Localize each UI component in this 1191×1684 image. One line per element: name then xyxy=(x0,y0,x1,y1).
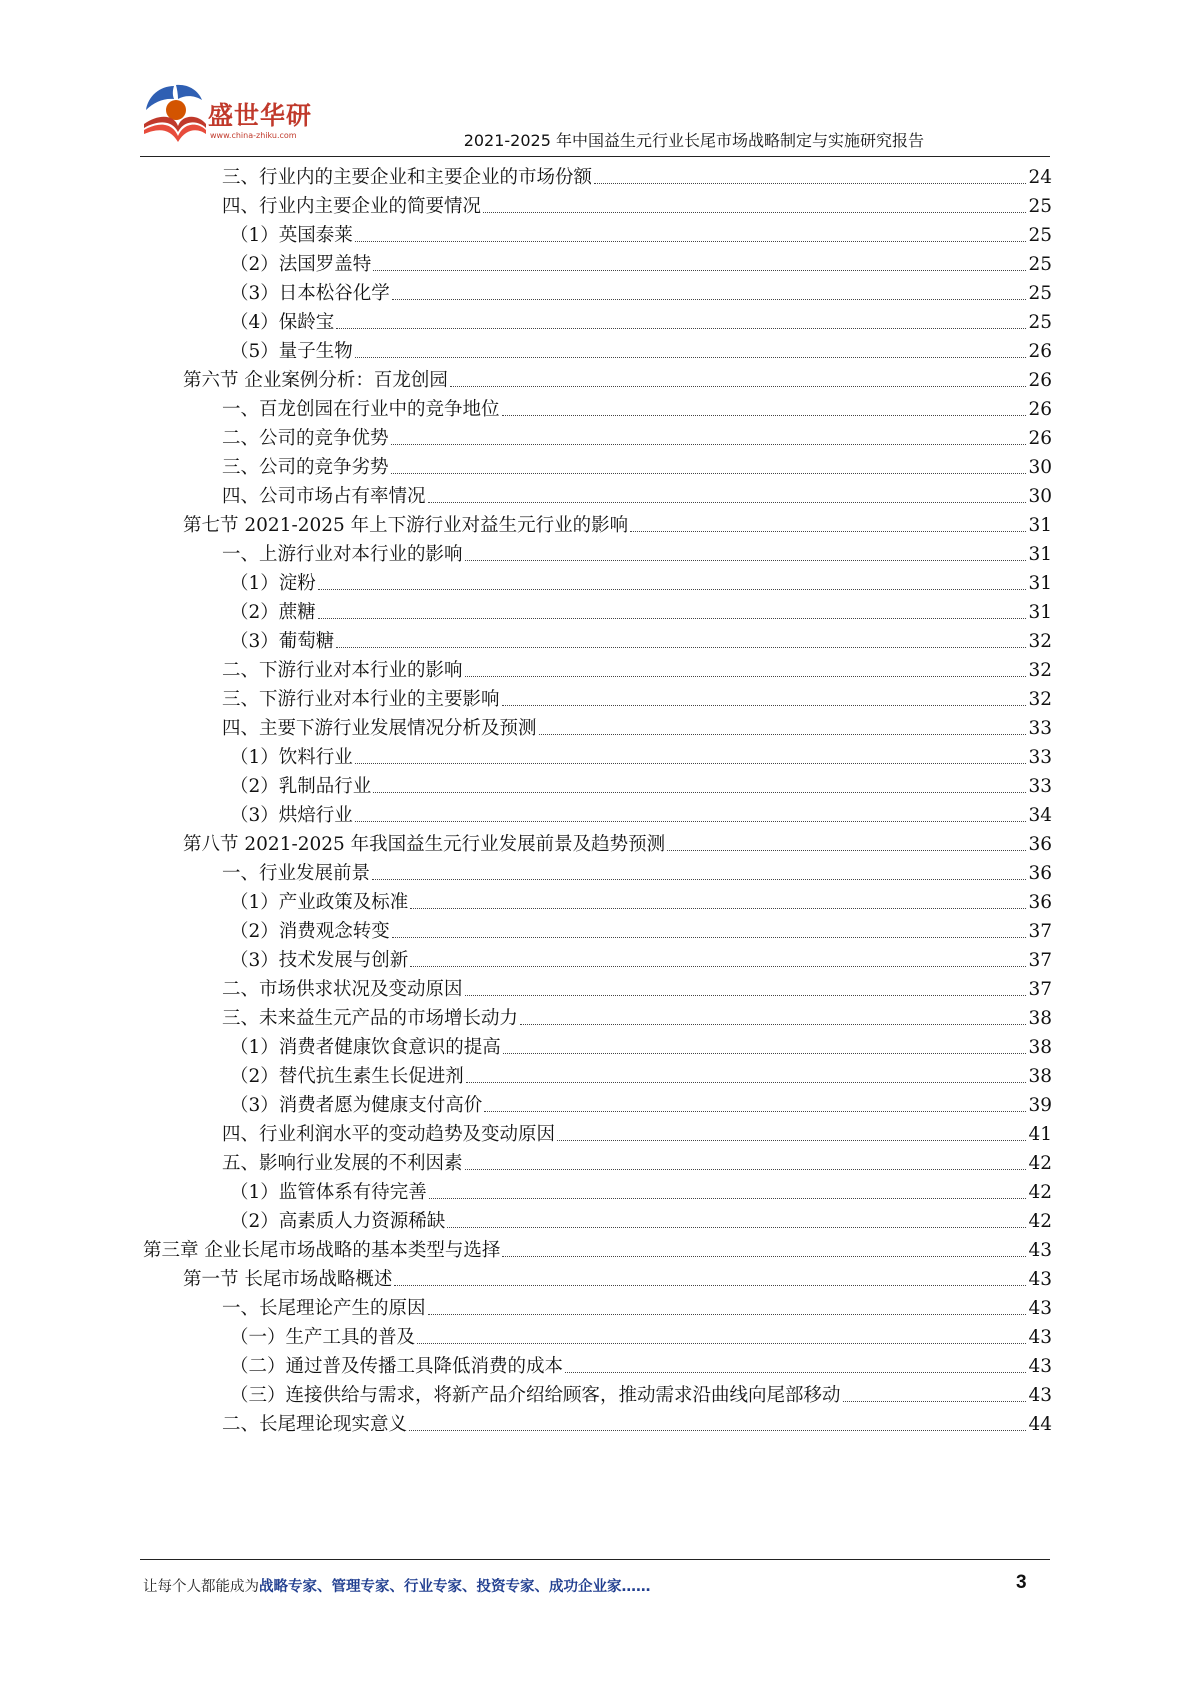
toc-entry-page: 31 xyxy=(1028,515,1052,536)
toc-entry-page: 38 xyxy=(1028,1037,1052,1058)
toc-entry-label: 第七节 2021-2025 年上下游行业对益生元行业的影响 xyxy=(183,515,629,536)
toc-entry-label: 四、主要下游行业发展情况分析及预测 xyxy=(222,718,537,739)
toc-entry-label: 一、行业发展前景 xyxy=(222,863,371,884)
toc-entry[interactable] xyxy=(183,363,1052,393)
toc-entry-label: 第三章 企业长尾市场战略的基本类型与选择 xyxy=(143,1240,501,1261)
toc-entry-label: （2）高素质人力资源稀缺 xyxy=(230,1211,446,1232)
toc-entry[interactable] xyxy=(230,1030,1052,1060)
toc-entry-page: 43 xyxy=(1028,1327,1052,1348)
toc-entry-page: 37 xyxy=(1028,950,1052,971)
toc-leader-dots xyxy=(391,444,1027,445)
toc-leader-dots xyxy=(355,821,1027,822)
toc-entry[interactable] xyxy=(230,769,1052,799)
toc-leader-dots xyxy=(336,647,1026,648)
toc-entry-label: 四、行业内主要企业的简要情况 xyxy=(222,196,482,217)
toc-leader-dots xyxy=(520,1024,1026,1025)
toc-entry-page: 43 xyxy=(1028,1298,1052,1319)
toc-entry-label: 三、行业内的主要企业和主要企业的市场份额 xyxy=(222,167,593,188)
toc-entry[interactable] xyxy=(230,334,1052,364)
toc-entry[interactable] xyxy=(230,1349,1052,1379)
toc-entry-label: 一、长尾理论产生的原因 xyxy=(222,1298,426,1319)
toc-entry[interactable] xyxy=(143,1233,1052,1263)
toc-leader-dots xyxy=(450,386,1027,387)
toc-entry-label: （2）乳制品行业 xyxy=(230,776,372,797)
toc-entry-page: 43 xyxy=(1028,1385,1052,1406)
footer-divider xyxy=(140,1559,1050,1560)
toc-entry-label: 三、未来益生元产品的市场增长动力 xyxy=(222,1008,519,1029)
toc-entry-page: 26 xyxy=(1028,399,1052,420)
toc-entry[interactable] xyxy=(230,305,1052,335)
toc-entry[interactable] xyxy=(222,1117,1052,1147)
toc-entry-label: （3）消费者愿为健康支付高价 xyxy=(230,1095,483,1116)
toc-entry-label: （3）日本松谷化学 xyxy=(230,283,390,304)
toc-entry-label: 二、长尾理论现实意义 xyxy=(222,1414,408,1435)
toc-leader-dots xyxy=(428,1314,1027,1315)
toc-entry-label: （1）监管体系有待完善 xyxy=(230,1182,427,1203)
toc-leader-dots xyxy=(336,328,1026,329)
toc-leader-dots xyxy=(391,473,1027,474)
toc-entry-label: （二）通过普及传播工具降低消费的成本 xyxy=(230,1356,564,1377)
toc-leader-dots xyxy=(394,1285,1026,1286)
toc-entry[interactable] xyxy=(230,1320,1052,1350)
toc-leader-dots xyxy=(502,415,1027,416)
toc-leader-dots xyxy=(429,1198,1027,1199)
toc-leader-dots xyxy=(447,1227,1026,1228)
toc-entry[interactable] xyxy=(222,421,1052,451)
toc-leader-dots xyxy=(410,908,1026,909)
toc-leader-dots xyxy=(465,1169,1027,1170)
toc-entry-page: 31 xyxy=(1028,602,1052,623)
toc-entry[interactable] xyxy=(222,972,1052,1002)
toc-entry[interactable] xyxy=(222,682,1052,712)
toc-entry[interactable] xyxy=(222,856,1052,886)
toc-entry[interactable] xyxy=(222,189,1052,219)
toc-leader-dots xyxy=(417,1343,1026,1344)
toc-entry[interactable] xyxy=(230,1175,1052,1205)
toc-entry[interactable] xyxy=(230,1378,1052,1408)
toc-leader-dots xyxy=(630,531,1026,532)
toc-entry-label: （1）产业政策及标准 xyxy=(230,892,409,913)
toc-entry-label: （一）生产工具的普及 xyxy=(230,1327,416,1348)
toc-entry-label: 三、公司的竞争劣势 xyxy=(222,457,389,478)
toc-entry-page: 26 xyxy=(1028,370,1052,391)
toc-leader-dots xyxy=(355,241,1027,242)
toc-entry-label: （1）淀粉 xyxy=(230,573,316,594)
toc-entry[interactable] xyxy=(222,1291,1052,1321)
page-number: 3 xyxy=(1016,1572,1027,1593)
toc-entry[interactable] xyxy=(183,1262,1052,1292)
toc-entry-page: 26 xyxy=(1028,428,1052,449)
toc-entry-label: （3）烘焙行业 xyxy=(230,805,353,826)
toc-entry[interactable] xyxy=(222,711,1052,741)
logo-url: www.china-zhiku.com xyxy=(210,131,297,140)
toc-entry-page: 36 xyxy=(1028,863,1052,884)
toc-entry-label: （3）技术发展与创新 xyxy=(230,950,409,971)
toc-leader-dots xyxy=(503,1053,1027,1054)
toc-entry-label: 第八节 2021-2025 年我国益生元行业发展前景及趋势预测 xyxy=(183,834,666,855)
toc-entry-page: 32 xyxy=(1028,631,1052,652)
toc-entry-label: （2）蔗糖 xyxy=(230,602,316,623)
toc-entry-page: 32 xyxy=(1028,660,1052,681)
toc-leader-dots xyxy=(465,676,1027,677)
toc-entry-page: 24 xyxy=(1028,167,1052,188)
toc-leader-dots xyxy=(373,270,1026,271)
toc-leader-dots xyxy=(355,763,1027,764)
toc-entry-label: （2）替代抗生素生长促进剂 xyxy=(230,1066,464,1087)
footer-slogan-highlight: 战略专家、管理专家、行业专家、投资专家、成功企业家…… xyxy=(259,1579,651,1595)
toc-entry-page: 44 xyxy=(1028,1414,1052,1435)
toc-leader-dots xyxy=(428,502,1027,503)
toc-leader-dots xyxy=(502,1256,1026,1257)
toc-leader-dots xyxy=(667,850,1026,851)
toc-entry[interactable] xyxy=(230,1204,1052,1234)
page-header xyxy=(0,0,1191,160)
toc-entry-page: 43 xyxy=(1028,1269,1052,1290)
toc-entry-page: 30 xyxy=(1028,457,1052,478)
toc-entry-page: 31 xyxy=(1028,544,1052,565)
toc-entry-page: 41 xyxy=(1028,1124,1052,1145)
toc-leader-dots xyxy=(318,589,1027,590)
toc-entry-label: 一、上游行业对本行业的影响 xyxy=(222,544,463,565)
toc-entry[interactable] xyxy=(222,160,1052,190)
toc-entry-label: （1）饮料行业 xyxy=(230,747,353,768)
toc-entry-page: 43 xyxy=(1028,1240,1052,1261)
toc-leader-dots xyxy=(392,299,1027,300)
toc-entry[interactable] xyxy=(230,624,1052,654)
toc-entry-page: 26 xyxy=(1028,341,1052,362)
toc-entry-label: （1）消费者健康饮食意识的提高 xyxy=(230,1037,501,1058)
toc-entry[interactable] xyxy=(230,276,1052,306)
toc-entry-label: 二、市场供求状况及变动原因 xyxy=(222,979,463,1000)
footer-slogan-prefix: 让每个人都能成为 xyxy=(143,1579,259,1595)
toc-entry-page: 30 xyxy=(1028,486,1052,507)
toc-leader-dots xyxy=(392,937,1027,938)
toc-entry-label: 一、百龙创园在行业中的竞争地位 xyxy=(222,399,500,420)
toc-entry-page: 25 xyxy=(1028,312,1052,333)
toc-entry[interactable] xyxy=(230,740,1052,770)
toc-leader-dots xyxy=(539,734,1027,735)
toc-leader-dots xyxy=(565,1372,1026,1373)
toc-entry-page: 36 xyxy=(1028,892,1052,913)
toc-entry[interactable] xyxy=(222,479,1052,509)
toc-entry-label: 第一节 长尾市场战略概述 xyxy=(183,1269,393,1290)
toc-leader-dots xyxy=(465,995,1027,996)
toc-entry-label: （5）量子生物 xyxy=(230,341,353,362)
toc-entry[interactable] xyxy=(230,595,1052,625)
toc-entry-page: 38 xyxy=(1028,1066,1052,1087)
toc-entry[interactable] xyxy=(183,508,1052,538)
report-title: 2021-2025 年中国益生元行业长尾市场战略制定与实施研究报告 xyxy=(463,131,924,150)
toc-leader-dots xyxy=(843,1401,1027,1402)
toc-entry[interactable] xyxy=(222,1001,1052,1031)
toc-entry-label: （3）葡萄糖 xyxy=(230,631,335,652)
toc-entry[interactable] xyxy=(230,798,1052,828)
toc-leader-dots xyxy=(557,1140,1026,1141)
toc-entry[interactable] xyxy=(222,1407,1052,1437)
toc-entry[interactable] xyxy=(230,943,1052,973)
toc-entry[interactable] xyxy=(230,885,1052,915)
toc-entry-page: 38 xyxy=(1028,1008,1052,1029)
toc-entry-label: 三、下游行业对本行业的主要影响 xyxy=(222,689,500,710)
toc-leader-dots xyxy=(484,1111,1026,1112)
toc-entry[interactable] xyxy=(230,914,1052,944)
header-divider xyxy=(140,156,1050,157)
toc-entry-page: 33 xyxy=(1028,747,1052,768)
logo-name: 盛世华研 xyxy=(208,101,313,130)
toc-leader-dots xyxy=(483,212,1026,213)
toc-entry-page: 42 xyxy=(1028,1182,1052,1203)
toc-entry[interactable] xyxy=(222,537,1052,567)
toc-entry-label: 四、公司市场占有率情况 xyxy=(222,486,426,507)
toc-entry[interactable] xyxy=(230,247,1052,277)
toc-entry-label: 二、公司的竞争优势 xyxy=(222,428,389,449)
toc-leader-dots xyxy=(355,357,1027,358)
toc-entry-page: 37 xyxy=(1028,921,1052,942)
toc-entry-label: 第六节 企业案例分析：百龙创园 xyxy=(183,370,448,391)
toc-entry-page: 25 xyxy=(1028,196,1052,217)
toc-entry[interactable] xyxy=(222,392,1052,422)
toc-entry-page: 39 xyxy=(1028,1095,1052,1116)
toc-entry[interactable] xyxy=(183,827,1052,857)
toc-entry-label: （2）法国罗盖特 xyxy=(230,254,372,275)
toc-entry-page: 25 xyxy=(1028,254,1052,275)
toc-entry-label: （1）英国泰莱 xyxy=(230,225,353,246)
toc-leader-dots xyxy=(502,705,1027,706)
toc-leader-dots xyxy=(372,879,1026,880)
toc-entry-label: 四、行业利润水平的变动趋势及变动原因 xyxy=(222,1124,556,1145)
toc-entry-label: 二、下游行业对本行业的影响 xyxy=(222,660,463,681)
toc-entry-page: 43 xyxy=(1028,1356,1052,1377)
toc-leader-dots xyxy=(410,966,1026,967)
toc-entry-page: 31 xyxy=(1028,573,1052,594)
toc-entry-label: （2）消费观念转变 xyxy=(230,921,390,942)
toc-entry-page: 34 xyxy=(1028,805,1052,826)
toc-leader-dots xyxy=(318,618,1027,619)
toc-entry-label: 五、影响行业发展的不利因素 xyxy=(222,1153,463,1174)
toc-leader-dots xyxy=(466,1082,1027,1083)
toc-leader-dots xyxy=(373,792,1026,793)
toc-leader-dots xyxy=(409,1430,1026,1431)
toc-entry[interactable] xyxy=(230,1088,1052,1118)
toc-entry-label: （三）连接供给与需求，将新产品介绍给顾客，推动需求沿曲线向尾部移动 xyxy=(230,1385,841,1406)
toc-entry[interactable] xyxy=(222,450,1052,480)
toc-leader-dots xyxy=(465,560,1027,561)
toc-entry-page: 42 xyxy=(1028,1211,1052,1232)
toc-entry-page: 33 xyxy=(1028,718,1052,739)
toc-entry[interactable] xyxy=(230,566,1052,596)
toc-entry[interactable] xyxy=(222,653,1052,683)
toc-entry-page: 37 xyxy=(1028,979,1052,1000)
toc-entry-page: 25 xyxy=(1028,225,1052,246)
toc-entry[interactable] xyxy=(222,1146,1052,1176)
toc-entry-page: 25 xyxy=(1028,283,1052,304)
toc-entry[interactable] xyxy=(230,1059,1052,1089)
toc-entry-page: 36 xyxy=(1028,834,1052,855)
toc-entry-page: 42 xyxy=(1028,1153,1052,1174)
toc-leader-dots xyxy=(594,183,1026,184)
toc-entry-label: （4）保龄宝 xyxy=(230,312,335,333)
footer-slogan xyxy=(143,1575,651,1596)
toc-entry-page: 32 xyxy=(1028,689,1052,710)
toc-entry-page: 33 xyxy=(1028,776,1052,797)
toc-entry[interactable] xyxy=(230,218,1052,248)
